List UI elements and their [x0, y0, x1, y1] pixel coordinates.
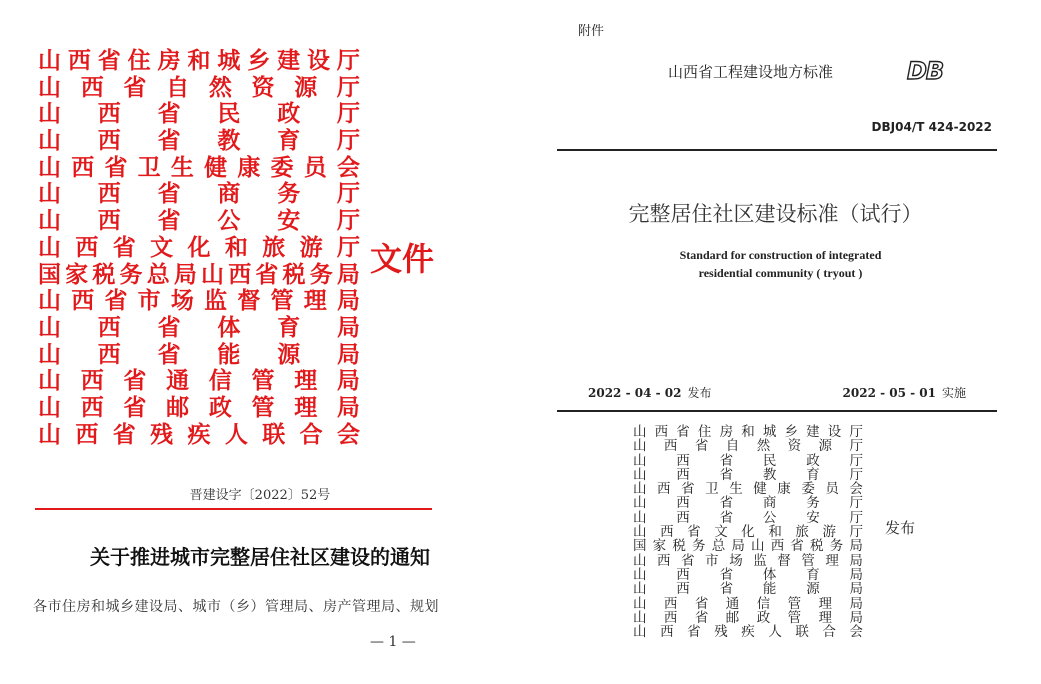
- issuer-row: 山 西 省 通 信 管 理 局: [633, 595, 863, 612]
- standard-title-en: [520, 246, 1041, 282]
- agency-row: 山 西 省 通 信 管 理 局: [38, 367, 360, 395]
- recipients-line: 各市住房和城乡建设局、城市（乡）管理局、房产管理局、规划: [33, 599, 439, 615]
- agency-row: 山 西 省 民 政 厅: [38, 100, 360, 128]
- issuer-row: 山 西 省 残 疾 人 联 合 会: [633, 624, 863, 641]
- notice-page: [0, 0, 520, 684]
- page-number: — 1 —: [370, 634, 416, 650]
- agency-row: 山 西 省 自 然 资 源 厅: [38, 73, 360, 101]
- agency-row: 山 西 省 能 源 局: [38, 340, 360, 368]
- effective-label: 实施: [941, 386, 966, 400]
- agency-row: 山 西 省 商 务 厅: [38, 180, 360, 208]
- issuer-row: 山 西 省 住 房 和 城 乡 建 设 厅: [633, 424, 863, 440]
- issuer-row: 国 家 税 务 总 局 山 西 省 税 务 局: [633, 538, 863, 555]
- issue-date-group: [588, 384, 711, 401]
- bottom-rule: [557, 410, 997, 412]
- issuer-row: 山 西 省 教 育 厅: [633, 466, 863, 483]
- db-logo: DB: [907, 57, 944, 85]
- issued-by-label: 发布: [885, 519, 916, 537]
- agency-row: 国 家 税 务 总 局 山 西 省 税 务 局: [38, 260, 360, 288]
- agency-row: 山 西 省 市 场 监 督 管 理 局: [38, 287, 360, 315]
- effective-date-group: [843, 384, 966, 401]
- issuer-row: 山 西 省 文 化 和 旅 游 厅: [633, 524, 863, 541]
- issuer-row: 山 西 省 邮 政 管 理 局: [633, 609, 863, 626]
- dates-row: [588, 384, 966, 401]
- red-divider: [35, 508, 432, 510]
- agency-row: 山 西 省 公 安 厅: [38, 207, 360, 235]
- issuing-agencies-list: [633, 425, 863, 639]
- issuing-agencies-header: [38, 48, 360, 448]
- agency-row: 山 西 省 体 育 局: [38, 313, 360, 341]
- document-number: 晋建设字〔2022〕52号: [189, 488, 331, 503]
- title-en-line-2: residential community ( tryout ): [698, 266, 863, 280]
- issue-label: 发布: [687, 386, 712, 400]
- issuer-row: 山 西 省 民 政 厅: [633, 452, 863, 469]
- standard-code: DBJ04/T 424-2022: [871, 120, 992, 134]
- issuer-row: 山 西 省 卫 生 健 康 委 员 会: [633, 481, 863, 498]
- top-rule: [557, 149, 997, 151]
- agency-row: 山 西 省 邮 政 管 理 局: [38, 393, 360, 421]
- standard-cover-page: [520, 0, 1041, 684]
- notice-title: 关于推进城市完整居住社区建设的通知: [90, 545, 430, 569]
- issue-date: 2022 - 04 - 02: [588, 386, 682, 400]
- issuer-row: 山 西 省 商 务 厅: [633, 495, 863, 512]
- agency-row: 山 西 省 住 房 和 城 乡 建 设 厅: [38, 47, 360, 74]
- agency-row: 山 西 省 教 育 厅: [38, 127, 360, 155]
- issuer-row: 山 西 省 市 场 监 督 管 理 局: [633, 552, 863, 569]
- issuer-row: 山 西 省 公 安 厅: [633, 509, 863, 526]
- title-en-line-1: Standard for construction of integrated: [679, 248, 882, 262]
- standard-title-cn: 完整居住社区建设标准（试行）: [628, 202, 923, 226]
- agency-row: 山 西 省 残 疾 人 联 合 会: [38, 420, 360, 448]
- agency-row: 山 西 省 文 化 和 旅 游 厅: [38, 233, 360, 261]
- standard-header: 山西省工程建设地方标准: [668, 63, 834, 81]
- issuer-row: 山 西 省 能 源 局: [633, 581, 863, 598]
- issuer-row: 山 西 省 自 然 资 源 厅: [633, 438, 863, 455]
- effective-date: 2022 - 05 - 01: [842, 386, 936, 400]
- attachment-label: 附件: [578, 24, 605, 39]
- issuer-row: 山 西 省 体 育 局: [633, 566, 863, 583]
- doc-type-label: 文件: [370, 240, 435, 278]
- agency-row: 山 西 省 卫 生 健 康 委 员 会: [38, 153, 360, 181]
